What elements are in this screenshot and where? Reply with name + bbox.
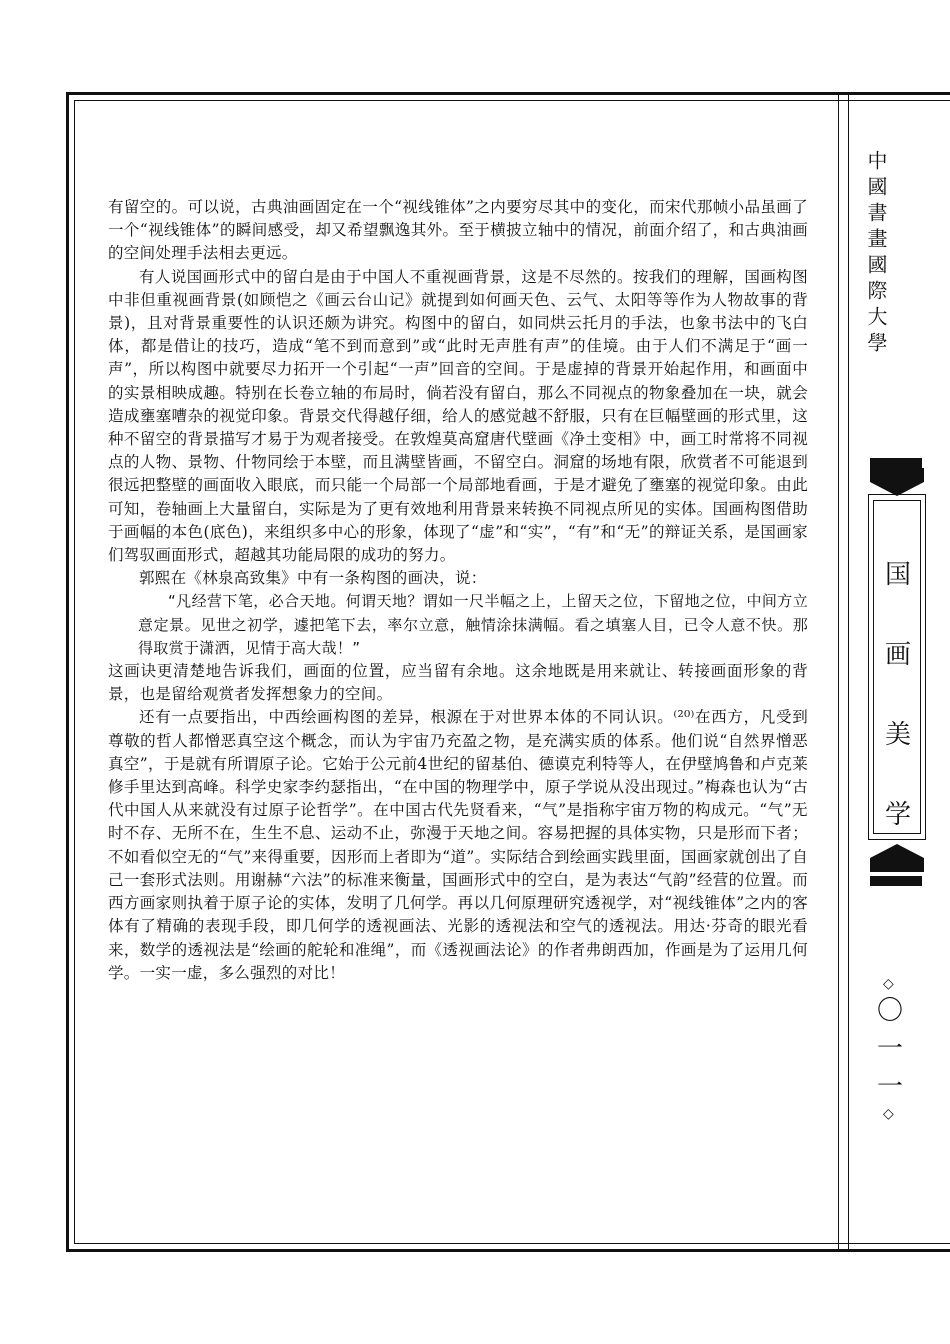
ornament-bar-bottom [870, 876, 922, 886]
ornament-chevron-bottom [868, 842, 926, 872]
diamond-icon: ◇ [883, 1106, 894, 1122]
book-title: 国 画 美 学 [884, 560, 911, 830]
paragraph: 有留空的。可以说，古典油画固定在一个“视线锥体”之内要穷尽其中的变化，而宋代那帧小品虽画了一个“视线锥体”的瞬间感受，却又希望飘逸其外。至于横披立轴中的情况，前面介绍了，和古典油画的空间处理手法相去更远。 [108, 198, 808, 263]
series-title: 中國書畫國際大學 [864, 150, 888, 358]
paragraph: 这画诀更清楚地告诉我们，画面的位置，应当留有余地。这余地既是用来就让、转接画面形象的背景，也是留给观赏者发挥想象力的空间。 [108, 662, 808, 704]
sidebar-rule [838, 95, 839, 1249]
ornament-bar-top [870, 458, 922, 468]
paragraph: 还有一点要指出，中西绘画构图的差异，根源在于对世界本体的不同认识。⁽²⁰⁾在西方，凡受到尊敬的哲人都憎恶真空这个概念，而认为宇宙乃充盈之物，是充满实质的体系。他们说“自然界憎恶真空”，于是就有所谓原子论。它始于公元前4世纪的留基伯、德谟克利特等人，在伊壁鸠鲁和卢克莱修手里达到高峰。科学史家李约瑟指出，“在中国的物理学中，原子学说从没出现过。”梅森也认为“古代中国人从来就没有过原子论哲学”。在中国古代先贤看来，“气”是指称宇宙万物的构成元。“气”无时不存、无所不在，生生不息、运动不止，弥漫于天地之间。容易把握的具体实物，只是形而下者；不如看似空无的“气”来得重要，因形而上者即为“道”。实际结合到绘画实践里面，国画家就创出了自己一套形式法则。用谢赫“六法”的标准来衡量，国画形式中的空白，是为表达“气韵”经营的位置。而西方画家则执着于原子论的实体，发明了几何学。再以几何原理研究透视学，对“视线锥体”之内的客体有了精确的表现手段，即几何学的透视画法、光影的透视法和空气的透视法。用达·芬奇的眼光看来，数学的透视法是“绘画的舵轮和准绳”，而《透视画法论》的作者弗朗西加，作画是为了运用几何学。一实一虚，多么强烈的对比！ [108, 708, 808, 982]
body-text [108, 196, 808, 985]
sidebar-rule [848, 95, 849, 1249]
quotation: “凡经营下笔，必合天地。何谓天地？谓如一尺半幅之上，上留天之位，下留地之位，中间方立意定景。见世之初学，遽把笔下去，率尔立意，触情涂抹满幅。看之填塞人目，已令人意不快。那得取赏于潇洒，见情于高大哉！” [138, 592, 808, 657]
page-number: 〇 一 一 [876, 996, 903, 1102]
diamond-icon: ◇ [883, 976, 894, 992]
paragraph: 有人说国画形式中的留白是由于中国人不重视画背景，这是不尽然的。按我们的理解，国画构图中非但重视画背景(如顾恺之《画云台山记》就提到如何画天色、云气、太阳等等作为人物故事的背景)，且对背景重要性的认识还颇为讲究。构图中的留白，如同烘云托月的手法，也象书法中的飞白体，都是借让的技巧，造成“笔不到而意到”或“此时无声胜有声”的佳境。由于人们不满足于“画一声”，所以构图中就要尽力拓开一个引起“一声”回音的空间。于是虚掉的背景开始起作用，和画面中的实景相映成趣。特别在长卷立轴的布局时，倘若没有留白，那么不同视点的物象叠加在一块，就会造成壅塞嘈杂的视觉印象。背景交代得越仔细，给人的感觉越不舒服，只有在巨幅壁画的形式里，这种不留空的背景描写才易于为观者接受。在敦煌莫高窟唐代壁画《净土变相》中，画工时常将不同视点的人物、景物、什物同绘于本壁，而且满壁皆画，不留空白。洞窟的场地有限，欣赏者不可能退到很远把整壁的画面收入眼底，而只能一个局部一个局部地看画，于是才避免了壅塞的视觉印象。由此可知，卷轴画上大量留白，实际是为了更有效地利用背景来转换不同视点所见的实体。国画构图借助于画幅的本色(底色)，来组织多中心的形象，体现了“虚”和“实”，“有”和“无”的辩证关系，是国画家们驾驭画面形式，超越其功能局限的成功的努力。 [108, 267, 808, 565]
paragraph: 郭熙在《林泉高致集》中有一条构图的画决，说： [139, 569, 487, 588]
